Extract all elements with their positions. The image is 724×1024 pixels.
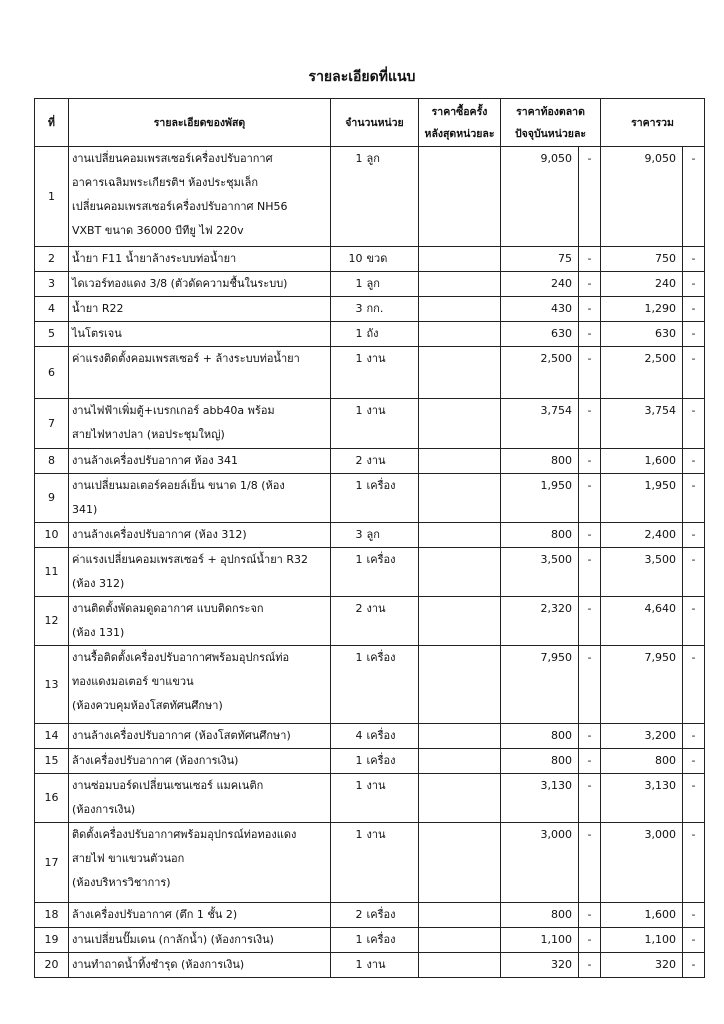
row-total-satang: - <box>683 903 705 928</box>
row-number: 10 <box>35 523 69 548</box>
row-quantity-value: 3 <box>355 302 363 315</box>
row-description-line: ทองแดงมอเตอร์ ขาแขวน <box>72 675 194 688</box>
row-description-line: งานทำถาดน้ำทิ้งชำรุด (ห้องการเงิน) <box>72 958 245 971</box>
table-row <box>35 928 705 953</box>
row-description-line: งานล้างเครื่องปรับอากาศ (ห้องโสตทัศนศึกษา) <box>72 729 291 742</box>
row-number: 20 <box>35 953 69 978</box>
row-quantity <box>331 399 419 449</box>
row-quantity-unit: งาน <box>366 602 386 615</box>
row-description <box>69 347 331 399</box>
row-market-price: 800 <box>501 449 579 474</box>
row-market-price: 430 <box>501 297 579 322</box>
row-description <box>69 548 331 597</box>
table-row <box>35 903 705 928</box>
row-description-line: น้ำยา F11 น้ำยาล้างระบบท่อน้ำยา <box>72 252 237 265</box>
row-total: 1,290 <box>601 297 683 322</box>
row-quantity-value: 2 <box>355 454 363 467</box>
row-market-price-satang: - <box>579 297 601 322</box>
row-last-price <box>419 399 501 449</box>
row-total-satang: - <box>683 953 705 978</box>
row-description-line: ค่าแรงเปลี่ยนคอมเพรสเซอร์ + อุปกรณ์น้ำยา R32 <box>72 553 308 566</box>
row-market-price: 800 <box>501 749 579 774</box>
row-quantity-unit: เครื่อง <box>366 651 396 664</box>
row-market-price: 1,950 <box>501 474 579 523</box>
row-total: 1,100 <box>601 928 683 953</box>
header-qty: จำนวนหน่วย <box>331 99 419 147</box>
row-quantity-value: 1 <box>355 404 363 417</box>
table-row <box>35 749 705 774</box>
row-total-satang: - <box>683 774 705 823</box>
row-market-price-satang: - <box>579 928 601 953</box>
table-row <box>35 247 705 272</box>
row-quantity-unit: งาน <box>366 958 386 971</box>
row-total: 3,130 <box>601 774 683 823</box>
row-total: 2,400 <box>601 523 683 548</box>
row-total-satang: - <box>683 272 705 297</box>
row-number: 13 <box>35 646 69 724</box>
row-total-satang: - <box>683 449 705 474</box>
row-last-price <box>419 322 501 347</box>
row-description-line: สายไฟหางปลา (หอประชุมใหญ่) <box>72 428 225 441</box>
row-description <box>69 272 331 297</box>
row-description-line: งานล้างเครื่องปรับอากาศ (ห้อง 312) <box>72 528 247 541</box>
row-description-line: เปลี่ยนคอมเพรสเซอร์เครื่องปรับอากาศ NH56 <box>72 200 288 213</box>
table-row <box>35 953 705 978</box>
row-number: 2 <box>35 247 69 272</box>
row-quantity <box>331 823 419 903</box>
row-total: 3,500 <box>601 548 683 597</box>
row-quantity-value: 1 <box>355 779 363 792</box>
table-header-row <box>35 99 705 147</box>
row-quantity-value: 1 <box>355 553 363 566</box>
row-total: 320 <box>601 953 683 978</box>
row-total: 630 <box>601 322 683 347</box>
row-quantity-unit: ขวด <box>366 252 388 265</box>
row-quantity <box>331 523 419 548</box>
row-quantity-value: 1 <box>355 352 363 365</box>
row-quantity <box>331 247 419 272</box>
row-quantity <box>331 928 419 953</box>
row-market-price-satang: - <box>579 597 601 646</box>
row-market-price: 800 <box>501 903 579 928</box>
row-quantity <box>331 548 419 597</box>
row-description <box>69 749 331 774</box>
table-row <box>35 646 705 724</box>
table-row <box>35 399 705 449</box>
row-market-price-satang: - <box>579 823 601 903</box>
row-last-price <box>419 247 501 272</box>
row-number: 16 <box>35 774 69 823</box>
row-number: 12 <box>35 597 69 646</box>
row-description-line: อาคารเฉลิมพระเกียรติฯ ห้องประชุมเล็ก <box>72 176 259 189</box>
row-description-line: ไนโตรเจน <box>72 327 122 340</box>
row-market-price: 320 <box>501 953 579 978</box>
row-quantity <box>331 953 419 978</box>
row-description <box>69 523 331 548</box>
row-total-satang: - <box>683 297 705 322</box>
row-market-price: 9,050 <box>501 147 579 247</box>
row-description-line: (ห้อง 312) <box>72 577 125 590</box>
row-description-line: (ห้องการเงิน) <box>72 803 136 816</box>
row-last-price <box>419 646 501 724</box>
row-market-price-satang: - <box>579 474 601 523</box>
row-quantity-unit: เครื่อง <box>366 908 396 921</box>
row-market-price-satang: - <box>579 953 601 978</box>
row-number: 19 <box>35 928 69 953</box>
row-description-line: งานซ่อมบอร์ดเปลี่ยนเซนเซอร์ แมคเนติก <box>72 779 264 792</box>
row-market-price: 2,500 <box>501 347 579 399</box>
row-market-price: 3,754 <box>501 399 579 449</box>
row-market-price: 3,500 <box>501 548 579 597</box>
row-quantity <box>331 903 419 928</box>
row-market-price-satang: - <box>579 646 601 724</box>
row-total: 4,640 <box>601 597 683 646</box>
row-number: 17 <box>35 823 69 903</box>
row-quantity-unit: งาน <box>366 404 386 417</box>
row-quantity-value: 1 <box>355 152 363 165</box>
row-total: 1,950 <box>601 474 683 523</box>
row-quantity-unit: งาน <box>366 454 386 467</box>
row-total-satang: - <box>683 399 705 449</box>
row-market-price: 800 <box>501 523 579 548</box>
row-description-line: ไดเวอร์ทองแดง 3/8 (ตัวดัดความชื้นในระบบ) <box>72 277 288 290</box>
row-total-satang: - <box>683 928 705 953</box>
header-no: ที่ <box>35 99 69 147</box>
row-total: 3,000 <box>601 823 683 903</box>
row-last-price <box>419 347 501 399</box>
row-total: 3,200 <box>601 724 683 749</box>
row-quantity-value: 4 <box>355 729 363 742</box>
row-description-line: งานรื้อติดตั้งเครื่องปรับอากาศพร้อมอุปกรณ์ท่อ <box>72 651 290 664</box>
row-total-satang: - <box>683 597 705 646</box>
row-market-price-satang: - <box>579 399 601 449</box>
row-number: 6 <box>35 347 69 399</box>
table-row <box>35 597 705 646</box>
row-total-satang: - <box>683 823 705 903</box>
table-row <box>35 322 705 347</box>
header-last-price-line2: หลังสุดหน่วยละ <box>424 127 495 140</box>
row-quantity <box>331 272 419 297</box>
row-quantity <box>331 297 419 322</box>
row-quantity-unit: เครื่อง <box>366 553 396 566</box>
row-quantity-unit: ลูก <box>366 277 380 290</box>
row-quantity-value: 1 <box>355 327 363 340</box>
header-total: ราคารวม <box>601 99 705 147</box>
row-number: 4 <box>35 297 69 322</box>
row-quantity <box>331 474 419 523</box>
row-number: 15 <box>35 749 69 774</box>
row-total: 1,600 <box>601 903 683 928</box>
row-description <box>69 774 331 823</box>
row-quantity <box>331 347 419 399</box>
header-market-price <box>501 99 601 147</box>
row-market-price: 3,000 <box>501 823 579 903</box>
row-market-price-satang: - <box>579 724 601 749</box>
row-quantity-value: 3 <box>355 528 363 541</box>
row-description-line: งานไฟฟ้าเพิ่มตู้+เบรกเกอร์ abb40a พร้อม <box>72 404 275 417</box>
row-quantity <box>331 646 419 724</box>
table-row <box>35 823 705 903</box>
row-quantity-value: 1 <box>355 651 363 664</box>
row-total-satang: - <box>683 523 705 548</box>
row-total: 9,050 <box>601 147 683 247</box>
row-description-line: งานติดตั้งพัดลมดูดอากาศ แบบติดกระจก <box>72 602 264 615</box>
table-row <box>35 147 705 247</box>
row-description-line: ค่าแรงติดตั้งคอมเพรสเซอร์ + ล้างระบบท่อน้ำยา <box>72 352 300 365</box>
header-last-price-line1: ราคาซื้อครั้ง <box>431 105 488 118</box>
row-market-price-satang: - <box>579 147 601 247</box>
row-quantity-value: 1 <box>355 828 363 841</box>
row-total: 3,754 <box>601 399 683 449</box>
row-market-price-satang: - <box>579 247 601 272</box>
row-quantity-value: 1 <box>355 479 363 492</box>
row-description <box>69 597 331 646</box>
row-total-satang: - <box>683 247 705 272</box>
table-row <box>35 347 705 399</box>
row-quantity <box>331 147 419 247</box>
row-description-line: งานเปลี่ยนปั๊มเดน (กาลักน้ำ) (ห้องการเงิน) <box>72 933 274 946</box>
row-number: 1 <box>35 147 69 247</box>
row-number: 3 <box>35 272 69 297</box>
row-quantity-unit: ลูก <box>366 152 380 165</box>
row-market-price: 800 <box>501 724 579 749</box>
row-description <box>69 724 331 749</box>
table-row <box>35 272 705 297</box>
row-total-satang: - <box>683 347 705 399</box>
row-number: 11 <box>35 548 69 597</box>
row-number: 14 <box>35 724 69 749</box>
header-last-price <box>419 99 501 147</box>
table-row <box>35 297 705 322</box>
row-market-price-satang: - <box>579 774 601 823</box>
row-quantity-unit: เครื่อง <box>366 754 396 767</box>
row-total-satang: - <box>683 749 705 774</box>
row-market-price: 240 <box>501 272 579 297</box>
table-row <box>35 724 705 749</box>
row-quantity <box>331 774 419 823</box>
row-quantity-unit: ถัง <box>366 327 379 340</box>
header-desc: รายละเอียดของพัสดุ <box>69 99 331 147</box>
row-market-price: 2,320 <box>501 597 579 646</box>
row-description-line: VXBT ขนาด 36000 บีทียู ไฟ 220v <box>72 224 244 237</box>
table-row <box>35 449 705 474</box>
row-number: 7 <box>35 399 69 449</box>
row-quantity-unit: เครื่อง <box>366 479 396 492</box>
row-quantity-unit: กก. <box>366 302 384 315</box>
row-last-price <box>419 823 501 903</box>
row-total-satang: - <box>683 724 705 749</box>
row-quantity-unit: งาน <box>366 779 386 792</box>
row-number: 8 <box>35 449 69 474</box>
row-total: 2,500 <box>601 347 683 399</box>
row-description <box>69 297 331 322</box>
row-description <box>69 903 331 928</box>
row-last-price <box>419 297 501 322</box>
row-total-satang: - <box>683 147 705 247</box>
row-market-price-satang: - <box>579 347 601 399</box>
row-last-price <box>419 449 501 474</box>
row-market-price: 7,950 <box>501 646 579 724</box>
row-last-price <box>419 928 501 953</box>
row-last-price <box>419 597 501 646</box>
row-description-line: (ห้องควบคุมห้องโสตทัศนศึกษา) <box>72 699 223 712</box>
row-quantity <box>331 322 419 347</box>
row-last-price <box>419 523 501 548</box>
row-market-price-satang: - <box>579 523 601 548</box>
table-row <box>35 523 705 548</box>
row-description <box>69 399 331 449</box>
row-description-line: งานเปลี่ยนมอเตอร์คอยล์เย็น ขนาด 1/8 (ห้อง <box>72 479 285 492</box>
row-description-line: งานเปลี่ยนคอมเพรสเซอร์เครื่องปรับอากาศ <box>72 152 273 165</box>
row-description-line: สายไฟ ขาแขวนตัวนอก <box>72 852 185 865</box>
row-description <box>69 474 331 523</box>
row-total: 1,600 <box>601 449 683 474</box>
row-description <box>69 953 331 978</box>
row-quantity <box>331 749 419 774</box>
row-quantity-unit: เครื่อง <box>366 933 396 946</box>
row-description-line: 341) <box>72 503 98 516</box>
row-market-price-satang: - <box>579 903 601 928</box>
row-market-price-satang: - <box>579 449 601 474</box>
header-market-price-line1: ราคาท้องตลาด <box>516 105 585 118</box>
row-market-price-satang: - <box>579 272 601 297</box>
row-last-price <box>419 474 501 523</box>
row-last-price <box>419 903 501 928</box>
row-quantity-unit: งาน <box>366 352 386 365</box>
row-total: 800 <box>601 749 683 774</box>
row-quantity-value: 2 <box>355 602 363 615</box>
row-last-price <box>419 953 501 978</box>
row-quantity-unit: เครื่อง <box>366 729 396 742</box>
row-number: 5 <box>35 322 69 347</box>
row-market-price: 630 <box>501 322 579 347</box>
row-last-price <box>419 774 501 823</box>
items-table <box>34 98 705 978</box>
page-title: รายละเอียดที่แนบ <box>308 69 416 85</box>
row-last-price <box>419 147 501 247</box>
table-row <box>35 774 705 823</box>
row-last-price <box>419 272 501 297</box>
row-quantity <box>331 597 419 646</box>
row-description <box>69 449 331 474</box>
row-market-price: 1,100 <box>501 928 579 953</box>
row-quantity-unit: ลูก <box>366 528 380 541</box>
row-quantity-value: 1 <box>355 933 363 946</box>
row-last-price <box>419 724 501 749</box>
row-quantity-value: 1 <box>355 754 363 767</box>
row-market-price: 75 <box>501 247 579 272</box>
row-total-satang: - <box>683 646 705 724</box>
row-total: 7,950 <box>601 646 683 724</box>
header-market-price-line2: ปัจจุบันหน่วยละ <box>514 127 587 140</box>
row-number: 18 <box>35 903 69 928</box>
row-last-price <box>419 749 501 774</box>
row-description <box>69 646 331 724</box>
row-quantity-unit: งาน <box>366 828 386 841</box>
row-description-line: (ห้อง 131) <box>72 626 125 639</box>
row-description-line: ล้างเครื่องปรับอากาศ (ตึก 1 ชั้น 2) <box>72 908 238 921</box>
row-market-price-satang: - <box>579 322 601 347</box>
row-number: 9 <box>35 474 69 523</box>
row-total-satang: - <box>683 474 705 523</box>
row-total: 750 <box>601 247 683 272</box>
row-description <box>69 147 331 247</box>
row-market-price-satang: - <box>579 548 601 597</box>
row-total: 240 <box>601 272 683 297</box>
row-description-line: (ห้องบริหารวิชาการ) <box>72 876 171 889</box>
table-body <box>35 147 705 978</box>
row-total-satang: - <box>683 548 705 597</box>
row-market-price: 3,130 <box>501 774 579 823</box>
row-quantity-value: 1 <box>355 277 363 290</box>
row-total-satang: - <box>683 322 705 347</box>
row-description <box>69 823 331 903</box>
row-quantity <box>331 449 419 474</box>
row-last-price <box>419 548 501 597</box>
row-description <box>69 322 331 347</box>
row-quantity-value: 1 <box>355 958 363 971</box>
row-description-line: ติดตั้งเครื่องปรับอากาศพร้อมอุปกรณ์ท่อทองแดง <box>72 828 297 841</box>
row-description <box>69 928 331 953</box>
row-quantity-value: 2 <box>355 908 363 921</box>
row-description <box>69 247 331 272</box>
row-description-line: ล้างเครื่องปรับอากาศ (ห้องการเงิน) <box>72 754 239 767</box>
row-quantity <box>331 724 419 749</box>
table-row <box>35 548 705 597</box>
row-market-price-satang: - <box>579 749 601 774</box>
table-row <box>35 474 705 523</box>
row-description-line: น้ำยา R22 <box>72 302 124 315</box>
row-description-line: งานล้างเครื่องปรับอากาศ ห้อง 341 <box>72 454 239 467</box>
row-quantity-value: 10 <box>348 252 363 265</box>
